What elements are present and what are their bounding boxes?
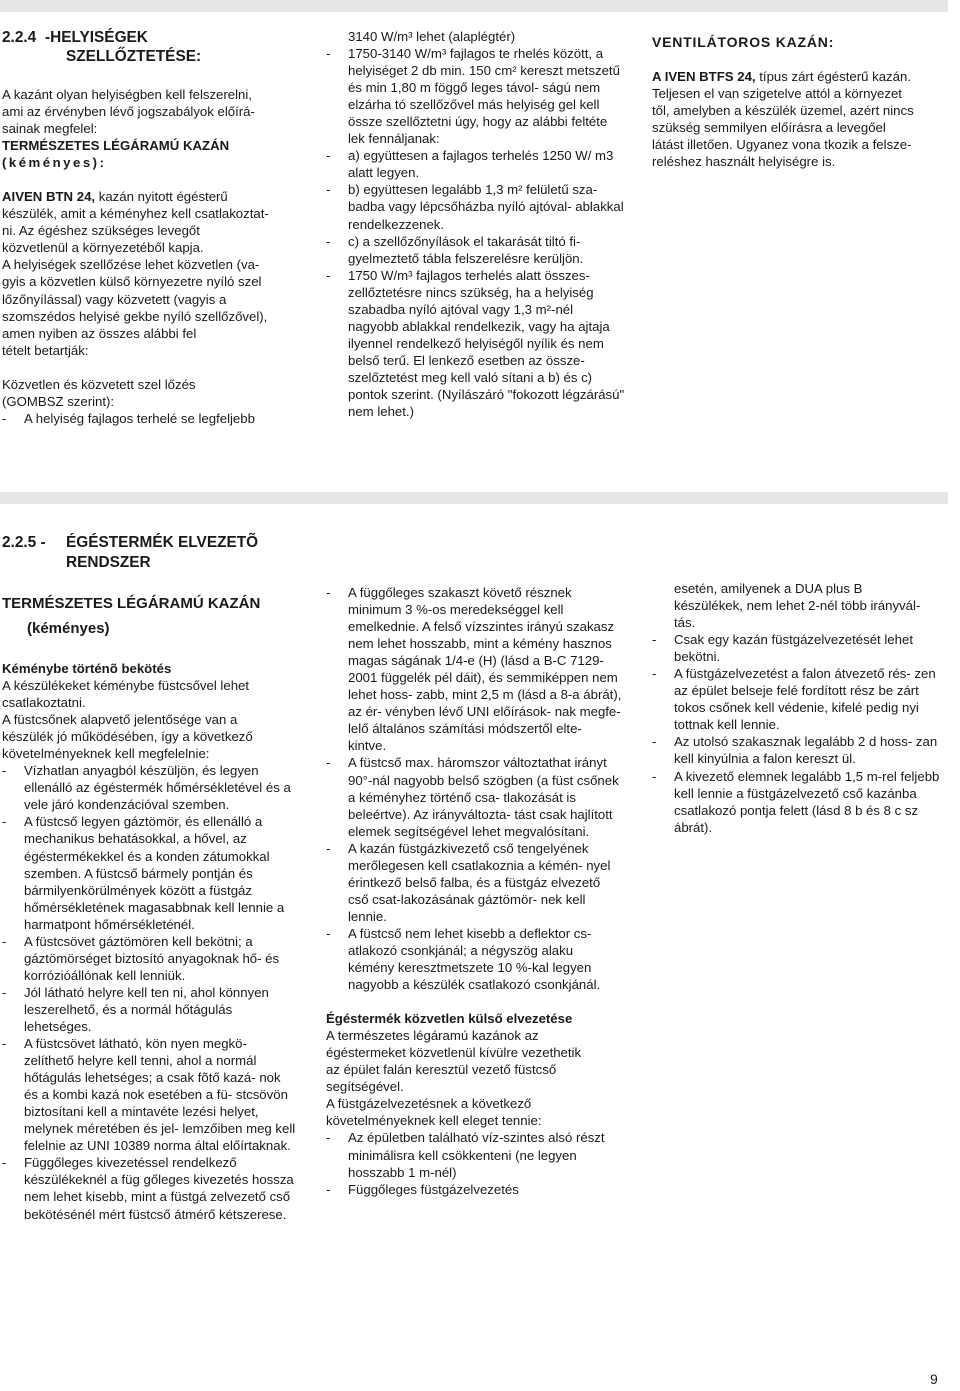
- body-line: reléshez használt helyiségre is.: [652, 154, 836, 170]
- body-line: gyis a közvetlen külső környezetre nyíló szel: [2, 274, 262, 290]
- aiven-line: [2, 188, 298, 205]
- list-item: - c) a szellőzőnyílások el takarását tiltó fi- gyelmeztető tábla felszerelésre kerüljön.: [326, 233, 584, 266]
- aiven-desc: kazán nyitott égésterű: [95, 189, 228, 205]
- list-item: - A kazán füstgázkivezető cső tengelyének merőlegesen kell csatlakoznia a kémén- nyel érintkező belső falba, és a füstgáz elvezető cső csat-lakozásának gáztömör- nek kell lennie.: [326, 840, 611, 924]
- body-line: től, amelyben a készülék üzemel, azért nincs: [652, 103, 914, 119]
- list-item: - b) együttesen legalább 1,3 m² felületű sza- badba vagy lépcsőházba nyíló ajtóval- ablakkal rendelkezzenek.: [326, 182, 624, 232]
- body-line: A füstgázelvezetésnek a következő: [326, 1096, 532, 1112]
- body-line: A helyiségek szellőzése lehet közvetlen (va-: [2, 257, 260, 273]
- page-number: 9: [930, 1371, 938, 1387]
- body-line: közvetlenül a környezetéből kapja.: [2, 240, 204, 256]
- list-item: - A füstcsövet gáztömören kell bekötni; a gáztömörséget biztosító anyagoknak hő- és korrózióállónak kell lenniük.: [2, 933, 280, 983]
- body-line: készülék jó működésében, így a következő: [2, 729, 253, 745]
- body-line: tételt betartják:: [2, 342, 89, 358]
- fan-boiler-heading: VENTILÁTOROS KAZÁN:: [652, 34, 835, 50]
- body-line: A készülékeket kéménybe füstcsővel lehet: [2, 678, 250, 694]
- section-title-224-line2: SZELLŐZTETÉSE:: [66, 48, 202, 65]
- section-number-225: 2.2.5 -: [2, 534, 46, 551]
- list-item: - Az utolsó szakasznak legalább 2 d hoss- zan kell kinyúlnia a falon kereszt ül.: [652, 734, 938, 767]
- s224-column-2: [326, 28, 626, 420]
- list-item: - Jól látható helyre kell ten ni, ahol könnyen leszerelhető, és a normál hőtágulás lehetséges.: [2, 984, 269, 1034]
- list-item: - Vízhatlan anyagból készüljön, és legyen ellenálló az égéstermék hőmérsékletével és a vele járó kondenzációval szemben.: [2, 763, 291, 813]
- body-line: látást illetően. Ugyanez vona tkozik a felsze-: [652, 137, 912, 153]
- body-line: követelményeknek kell eleget tennie:: [326, 1113, 542, 1129]
- body-line: szomszédos helyisé gekbe nyíló szellőzővel),: [2, 308, 268, 324]
- section-divider-bar: [0, 492, 948, 504]
- s225-column-1: [2, 594, 296, 1223]
- list-item: - Függőleges kivezetéssel rendelkező készülékeknél a füg gőleges kivezetés hossza nem lehet kisebb, mint a füstgá zelvezető cső bekötésénél mért füstcső átmérő kétszerese.: [2, 1155, 294, 1222]
- list-item: - 1750 W/m³ fajlagos terhelés alatt összes- zellőztetésre nincs szükség, ha a helyiség szabadba nyíló ajtóval vagy 1,3 m²-nél nagyobb ablakkal rendelkezik, vagy ha ajtaja ilyennel rendelkező helyiségől nyílik és nem belső terű. El lenkező esetben az össze-szelőztetést meg kell való sítani a b) és c) pontok szerint. (Nyílászáró "fokozott légzárású" nem lehet.): [326, 267, 625, 420]
- intro-line: A kazánt olyan helyiségben kell felszerelni,: [2, 87, 252, 102]
- list-item: - a) együttesen a fajlagos terhelés 1250 W/ m3 alatt legyen.: [326, 148, 614, 181]
- fan-boiler-desc: típus zárt égésterű kazán.: [755, 69, 911, 85]
- gombsz-line: (GOMBSZ szerint):: [2, 393, 115, 409]
- fan-boiler-line: [652, 68, 952, 85]
- intro-line: ami az érvényben lévő jogszabályok előírá-: [2, 104, 255, 120]
- list-item: - A füstcső legyen gáztömör, és ellenálló a mechanikus behatásokkal, a hővel, az égéstermékekkel és a konden zátumokkal szemben. A füstcső bármely pontján és bármilyenkörülmények között a füstgáz hőmérsékletének magasabbnak kell lennie a harmatpont hőmérsékleténél.: [2, 814, 285, 932]
- natural-draft-subheading: (kéményes): [27, 620, 110, 637]
- direct-exhaust-heading: Égéstermék közvetlen külső elvezetése: [326, 1011, 573, 1027]
- body-line: követelményeknek kell megfelelnie:: [2, 746, 210, 762]
- body-line: az épület falán keresztül vezető füstcső: [326, 1062, 557, 1078]
- natural-draft-heading: TERMÉSZETES LÉGÁRAMÚ KAZÁN: [2, 138, 230, 154]
- list-item: - A füstcső nem lehet kisebb a deflektor cs- atlakozó csonkjánál; a négyszög alaku kémény keresztmetszete 10 %-kal legyen nagyobb a készülék csatlakozó csonkjánál.: [326, 925, 601, 993]
- body-line: A természetes légáramú kazánok az: [326, 1028, 539, 1044]
- body-line: 3140 W/m³ lehet (alaplégtér): [348, 29, 516, 44]
- section-number-224: 2.2.4: [2, 29, 37, 46]
- s225-column-3: [652, 580, 952, 836]
- list-item: - Az épületben található víz-szintes alsó részt minimálisra kell csökkenteni (ne legyen hosszabb 1 m-nél): [326, 1130, 605, 1180]
- s224-column-1: [2, 86, 298, 427]
- aiven-model-name: AIVEN BTN 24,: [2, 189, 96, 205]
- section-title-224-line1: -HELYISÉGEK: [45, 29, 148, 46]
- body-line: lőzőnyílással) vagy közvetett (vagyis a: [2, 291, 227, 307]
- body-line: tás.: [674, 615, 696, 631]
- top-divider-bar: [0, 0, 948, 12]
- body-line: esetén, amilyenek a DUA plus B: [674, 581, 863, 596]
- body-line: segítségével.: [326, 1079, 404, 1095]
- intro-line: sainak megfelel:: [2, 121, 98, 137]
- s225-column-2: [326, 584, 622, 1198]
- list-item: - A helyiség fajlagos terhelé se legfeljebb: [2, 410, 255, 426]
- list-item: - Függőleges füstgázelvezetés: [326, 1181, 519, 1197]
- s224-column-3: [652, 34, 952, 170]
- list-item: - A füstgázelvezetést a falon átvezető rés- zen az épület belseje felé fordított rész be zárt tokos csőnek kell védenie, kifelé pedig nyi tottnak kell lennie.: [652, 666, 936, 733]
- fan-boiler-model: A IVEN BTFS 24,: [652, 69, 756, 85]
- body-line: Teljesen el van szigetelve attól a környezet: [652, 86, 902, 102]
- natural-draft-subheading: (kéményes):: [2, 155, 107, 171]
- list-item: - 1750-3140 W/m³ fajlagos te rhelés között, a helyiséget 2 db min. 150 cm² kereszt metszetű és min 1,80 m föggő leges távol- ságú nem elzárha tó szellőzővel más helyiség gel kell össze szellőztetni úgy, hogy az alábbi feltéte lek fennáljanak:: [326, 46, 620, 147]
- section-title-225-line1: ÉGÉSTERMÉK ELVEZETÕ: [66, 534, 259, 551]
- body-line: készülékek, nem lehet 2-nél több irányvál-: [674, 598, 921, 614]
- list-item: - A függőleges szakaszt követő résznek minimum 3 %-os meredekséggel kell emelkednie. A felső vízszintes irányú szakasz nem lehet hosszabb, mint a kémény hasznos magas ságának 1/4-e (H) (lásd a B-C 7129-2001 függelék pél dáit), és semmiképpen nem lehet hoss- zabb, mint 2,5 m (lásd a 8-a ábrát), az ér- vényben lévő UNI előírások- nak megfe- lelő általános számítási módszertől elte- kintve.: [326, 585, 622, 754]
- gombsz-line: Közvetlen és közvetett szel lőzés: [2, 376, 196, 392]
- body-line: csatlakoztatni.: [2, 695, 86, 711]
- list-item: - A füstcsövet látható, kön nyen megkö- zelíthető helyre kell tenni, ahol a normál hőtágulás lehetséges; a csak fõtő kazá- nok és a kombi kazá nok esetében a fü- stcsövön biztosítani kell a mintavéte lezési helyet, melynek méretében és jel- lemzőiben meg kell felelnie az UNI 10389 norma által előírtaknak.: [2, 1036, 296, 1154]
- body-line: amen nyiben az összes alábbi fel: [2, 325, 197, 341]
- body-line: készülék, amit a kéményhez kell csatlakoztat-: [2, 206, 269, 222]
- body-line: szükség semmilyen előírásra a levegőel: [652, 120, 886, 136]
- list-item: - A füstcső max. háromszor változtathat irányt 90°-nál nagyobb belső szögben (a füst csőnek a kéményhez történő csa- tlakozását is beleértve). Az irányváltozta- tást csak hajlított elemek segítségével lehet megvalósítani.: [326, 755, 619, 839]
- list-item: - A kivezető elemnek legalább 1,5 m-rel feljebb kell lennie a füstgázelvezető cső kazánba csatlakozó pontja felett (lásd 8 b és 8 c sz ábrát).: [652, 768, 940, 835]
- body-line: ni. Az égéshez szükséges levegőt: [2, 223, 200, 239]
- list-item: - Csak egy kazán füstgázelvezetését lehet bekötni.: [652, 632, 913, 665]
- section-title-225-line2: RENDSZER: [66, 554, 151, 571]
- body-line: égéstermeket közvetlenül kívülre vezethetik: [326, 1045, 582, 1061]
- natural-draft-heading: TERMÉSZETES LÉGÁRAMÚ KAZÁN: [2, 595, 261, 612]
- body-line: A füstcsőnek alapvető jelentősége van a: [2, 712, 238, 728]
- chimney-connection-heading: Kéménybe történõ bekötés: [2, 661, 172, 676]
